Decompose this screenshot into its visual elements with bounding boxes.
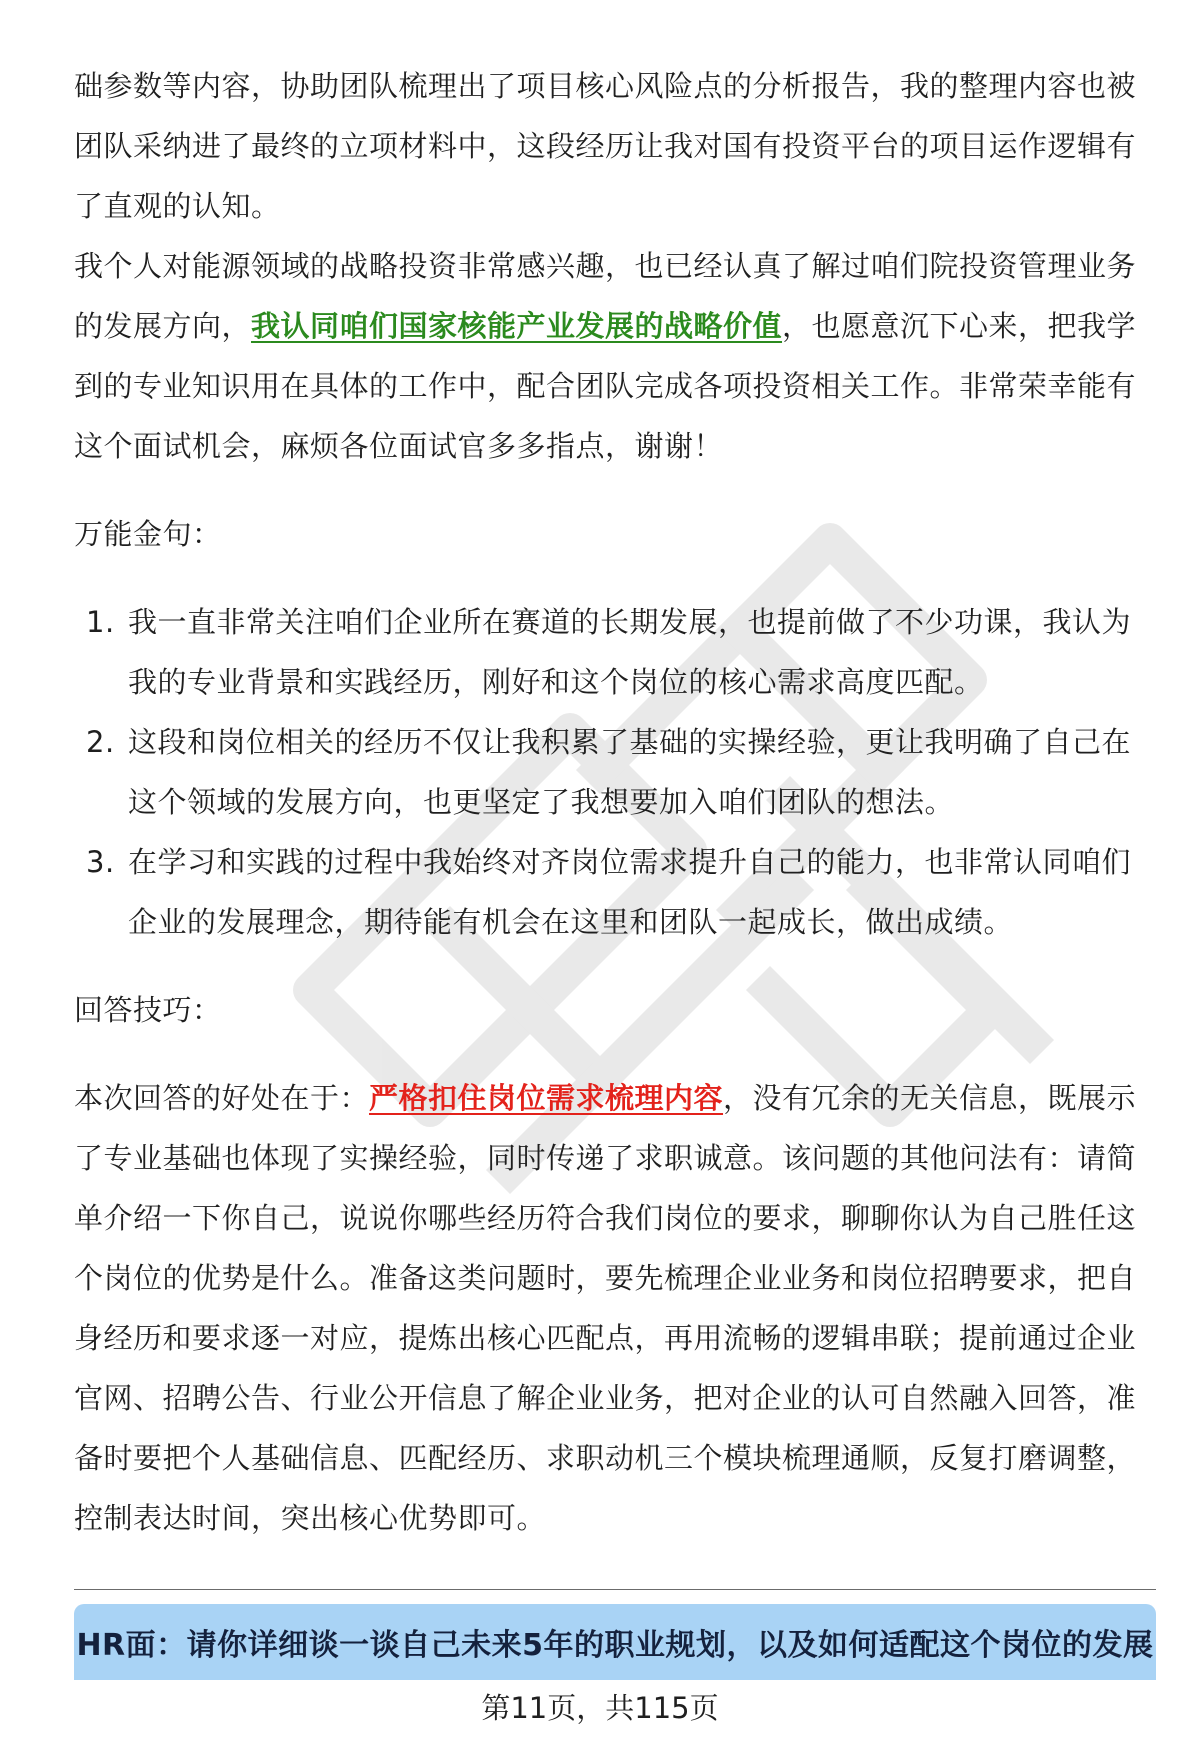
green-highlight-text: 我认同咱们国家核能产业发展的战略价值 [251, 309, 783, 343]
intro-paragraph-2 [74, 236, 1144, 476]
list-item-number: 1. [86, 605, 115, 639]
list-item-text: 在学习和实践的过程中我始终对齐岗位需求提升自己的能力，也非常认同咱们企业的发展理念，期待能有机会在这里和团队一起成长，做出成绩。 [128, 845, 1132, 939]
next-question-banner [74, 1604, 1156, 1680]
answer-tips-paragraph [74, 1068, 1144, 1548]
list-item-number: 3. [86, 845, 115, 879]
next-question-title: HR面：请你详细谈一谈自己未来5年的职业规划，以及如何适配这个岗位的发展 [76, 1628, 1154, 1663]
list-item [74, 832, 1144, 952]
list-item-text: 我一直非常关注咱们企业所在赛道的长期发展，也提前做了不少功课，我认为我的专业背景和实践经历，刚好和这个岗位的核心需求高度匹配。 [128, 605, 1132, 699]
tips-text-before: 本次回答的好处在于： [74, 1081, 370, 1115]
answer-tips-heading: 回答技巧： [74, 993, 222, 1027]
tips-text-after: ，没有冗余的无关信息，既展示了专业基础也体现了实操经验，同时传递了求职诚意。该问题的其他问法有：请简单介绍一下你自己，说说你哪些经历符合我们岗位的要求，聊聊你认为自己胜任这个岗位的优势是什么。准备这类问题时，要先梳理企业业务和岗位招聘要求，把自身经历和要求逐一对应，提炼出核心匹配点，再用流畅的逻辑串联；提前通过企业官网、招聘公告、行业公开信息了解企业业务，把对企业的认可自然融入回答，准备时要把个人基础信息、匹配经历、求职动机三个模块梳理通顺，反复打磨调整，控制表达时间，突出核心优势即可。 [74, 1081, 1137, 1535]
intro-paragraph-1: 础参数等内容，协助团队梳理出了项目核心风险点的分析报告，我的整理内容也被团队采纳进了最终的立项材料中，这段经历让我对国有投资平台的项目运作逻辑有了直观的认知。 [74, 69, 1137, 223]
golden-sentences-heading: 万能金句： [74, 517, 222, 551]
divider [74, 1589, 1156, 1590]
list-item [74, 712, 1144, 832]
red-highlight-text: 严格扣住岗位需求梳理内容 [369, 1081, 724, 1115]
page-number: 第11页，共115页 [481, 1691, 719, 1725]
list-item [74, 592, 1144, 712]
golden-sentences-list [74, 592, 1144, 952]
intro-p2-text-after: ，也愿意沉下心来，把我学到的专业知识用在具体的工作中，配合团队完成各项投资相关工作。非常荣幸能有这个面试机会，麻烦各位面试官多多指点，谢谢！ [74, 309, 1137, 463]
list-item-number: 2. [86, 725, 115, 759]
main-content [74, 56, 1144, 1548]
list-item-text: 这段和岗位相关的经历不仅让我积累了基础的实操经验，更让我明确了自己在这个领域的发展方向，也更坚定了我想要加入咱们团队的想法。 [128, 725, 1132, 819]
intro-p2-text-before: 我个人对能源领域的战略投资非常感兴趣，也已经认真了解过咱们院投资管理业务的发展方向， [74, 249, 1137, 343]
